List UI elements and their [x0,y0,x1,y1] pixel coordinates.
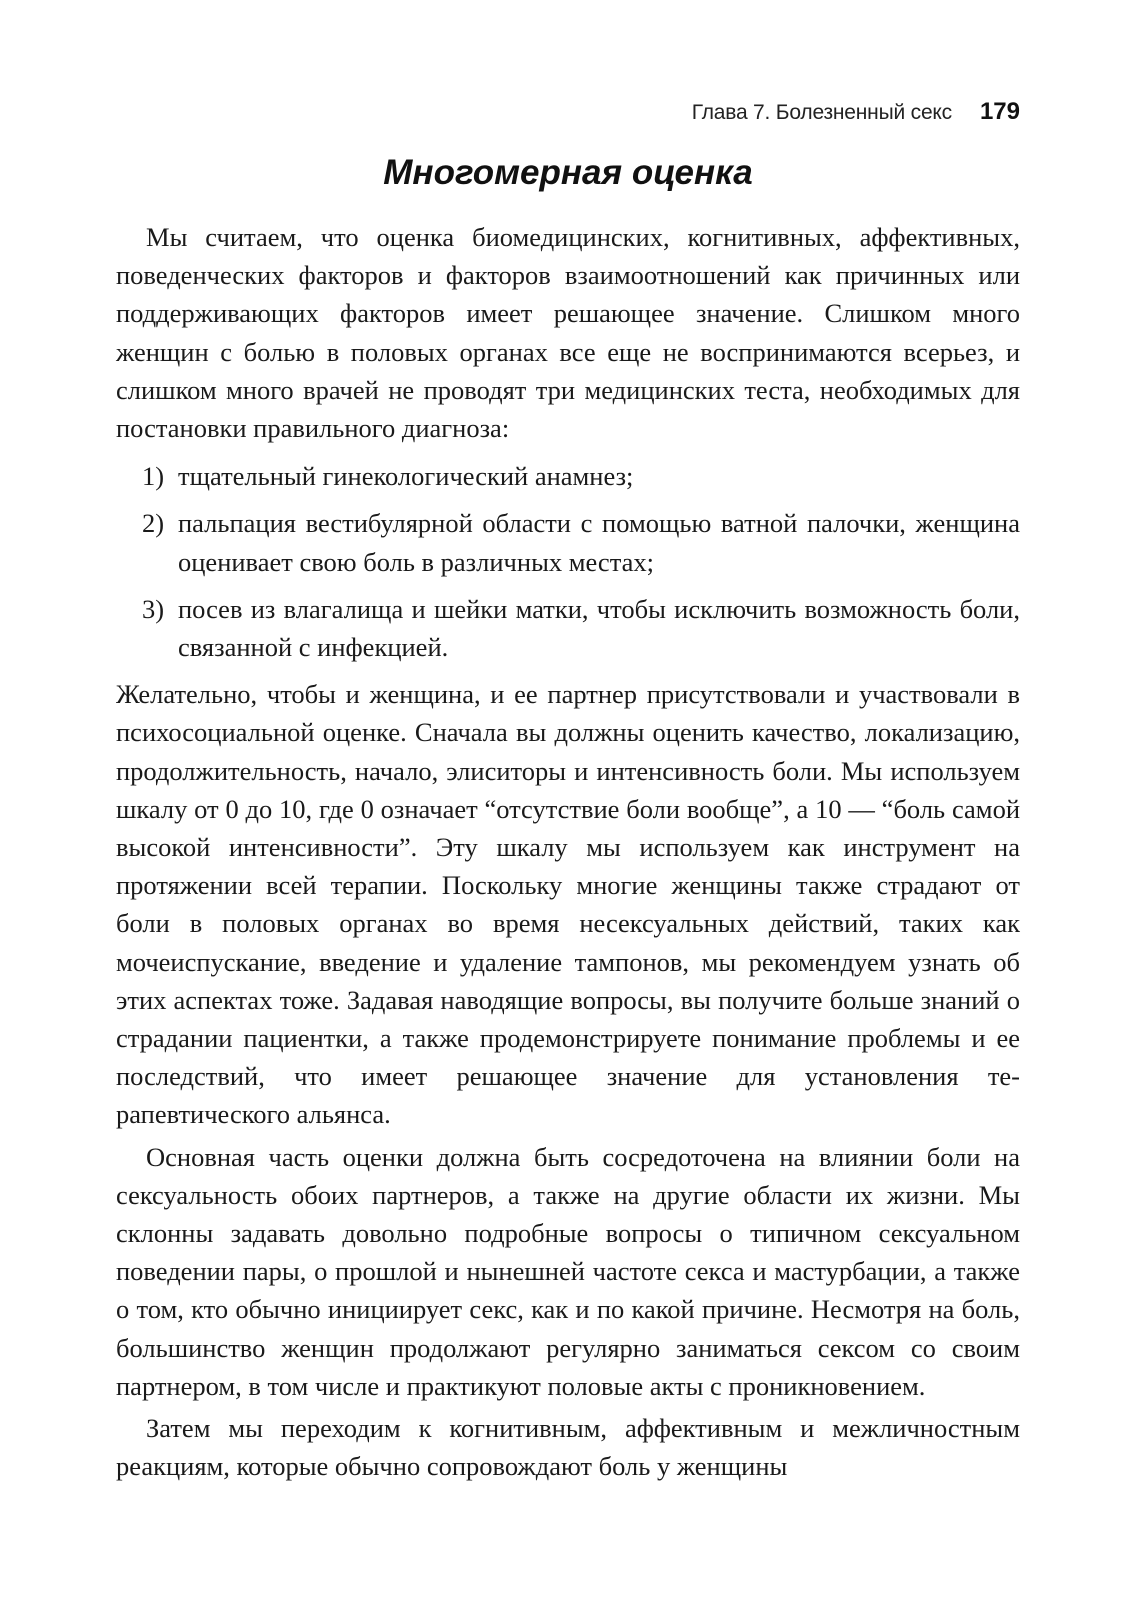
chapter-title: Глава 7. Болезненный секс [691,101,952,124]
list-item-number: 1) [142,461,165,492]
list-item-text: пальпация вестибулярной области с помощью ватной палочки, женщина оценивает свою боль в различных местах; [178,508,1020,577]
paragraph-3: Основная часть оценки должна быть сосредоточена на влиянии боли на сексуальность обоих партнеров, а также на другие области их жизни. Мы склонны задавать довольно подробные вопросы о типичном сексуальном поведении пары, о прошлой и нынешней частоте секса и мастурбации, а также о том, кто обычно инициирует секс, как и по какой причине. Несмотря на боль, большинство женщин продолжают регулярно заниматься сексом со своим партнером, в том числе и практикуют половые акты с проникновением. [116,1141,1020,1401]
list-item-text: посев из влагалища и шейки матки, чтобы исключить возможность боли, связанной с инфекцией. [178,593,1020,663]
list-item-number: 3) [142,593,165,624]
paragraph-1: Мы считаем, что оценка биомедицинских, когнитивных, аффективных, поведенческих факторов и факторов взаимоотношений как причинных или поддерживающих факторов имеет решающее значение. Слишком много женщин с болью в половых органах все еще не воспринимаются всерьез, и слишком много врачей не проводят три медицинских теста, необходимых для постановки правильного диагноза: [116,222,1020,444]
list-item [116,457,1020,495]
paragraph-2: Желательно, чтобы и женщина, и ее партнер присутствовали и участвовали в психосоциальной оценке. Сначала вы должны оценить качество, локализацию, продолжительность, начало, элиситоры и интенсивность боли. Мы используем шкалу от 0 до 10, где 0 означает “отсутствие боли вообще”, а 10 — “боль самой высокой интенсивности”. Эту шкалу мы используем как инструмент на протяжении всей терапии. Поскольку многие женщины также страдают от боли в половых органах во время несексуальных действий, таких как мочеиспускание, введение и удаление тампонов, мы рекомендуем узнать об этих аспектах тоже. Задавая наводящие вопросы, вы получите больше знаний о страдании пациентки, а также продемонстрируете понимание проблемы и ее последствий, что имеет решающее значение для установления терапевтического альянса. [116,679,1020,1130]
running-header [692,98,1020,126]
list-item-text: тщательный гинекологический анамнез; [178,461,634,492]
list-item [116,590,1020,666]
page-number: 179 [979,98,1020,125]
list-item-number: 2) [142,508,165,539]
body-text [116,218,1020,1486]
paragraph-4: Затем мы переходим к когнитивным, аффективным и межличностным реакциям, которые обычно сопровождают боль у женщины [116,1413,1020,1482]
list-item [116,504,1020,580]
section-title: Многомерная оценка [383,153,753,192]
book-page [116,0,1020,1600]
numbered-list [116,457,1020,666]
